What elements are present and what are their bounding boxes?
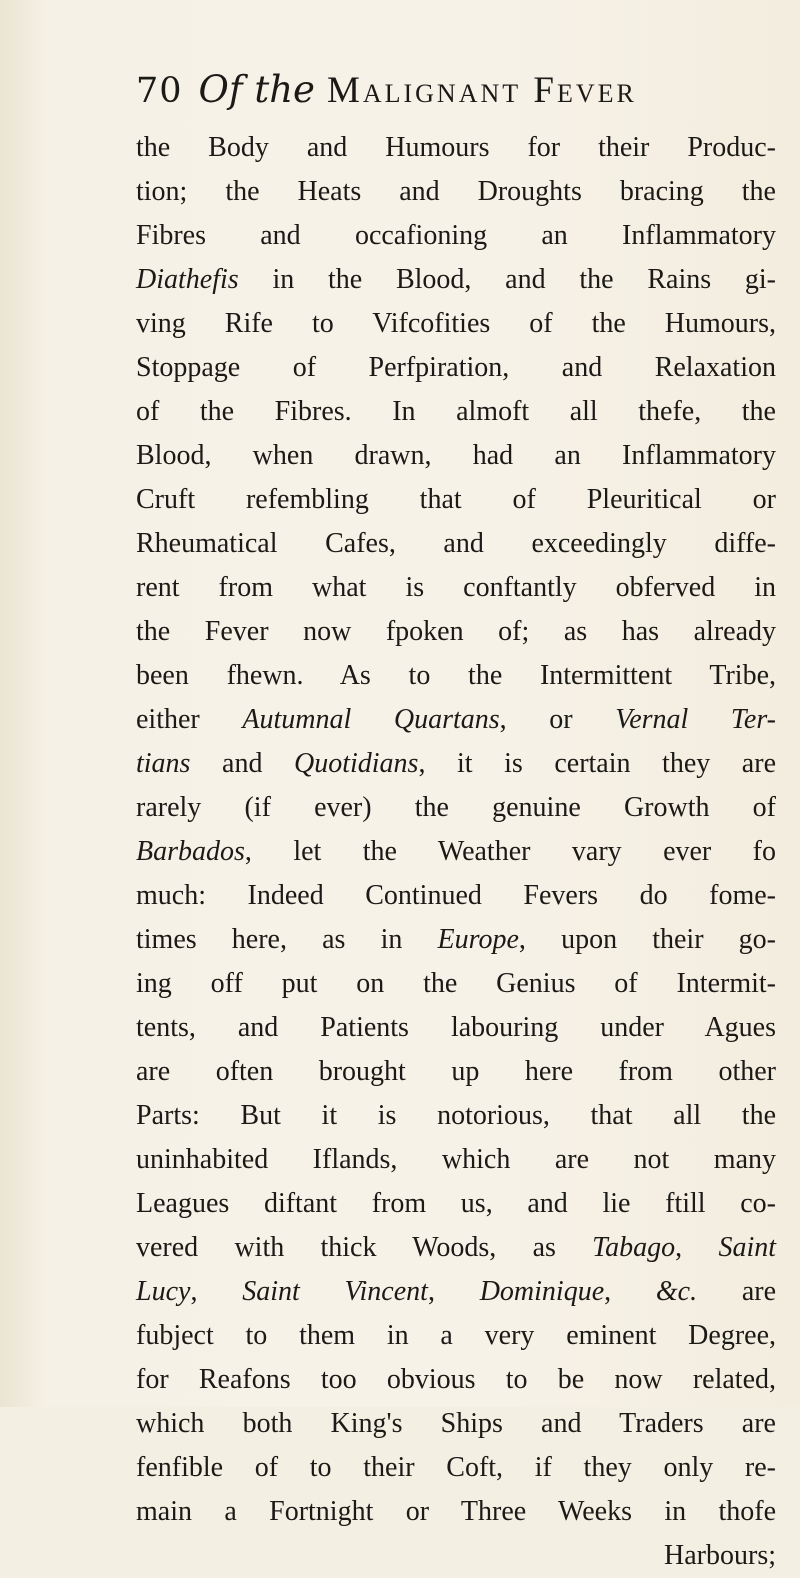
text-line <box>136 654 776 698</box>
text-segment: tion; the Heats and Droughts bracing the <box>136 176 776 207</box>
text-segment: are often brought up here from other <box>136 1056 776 1087</box>
italic-text: tians <box>136 748 191 779</box>
text-line <box>136 214 776 258</box>
text-segment: Leagues diftant from us, and lie ftill co- <box>136 1188 776 1219</box>
text-segment: , <box>604 1276 656 1307</box>
text-line <box>136 1138 776 1182</box>
text-segment: either <box>136 704 243 735</box>
text-line <box>136 170 776 214</box>
text-segment: , or <box>499 704 616 735</box>
text-segment: , upon their go- <box>518 924 776 955</box>
text-segment: times here, as in <box>136 924 438 955</box>
text-segment: ving Rife to Vifcofities of the Humours, <box>136 308 776 339</box>
text-segment: , <box>190 1276 243 1307</box>
text-line <box>136 742 776 786</box>
italic-text: Diathefis <box>136 264 239 295</box>
text-segment: for Reafons too obvious to be now related, <box>136 1364 776 1395</box>
italic-text: &c. <box>655 1276 698 1307</box>
text-line <box>136 522 776 566</box>
text-segment: uninhabited Iflands, which are not many <box>136 1144 776 1175</box>
text-line <box>136 962 776 1006</box>
text-segment: rent from what is conftantly obferved in <box>136 572 776 603</box>
text-line <box>136 610 776 654</box>
italic-text: Tabago <box>592 1232 676 1263</box>
text-line <box>136 1534 776 1578</box>
text-line <box>136 126 776 170</box>
text-segment: Harbours; <box>664 1540 776 1571</box>
text-segment: of the Fibres. In almoft all thefe, the <box>136 396 776 427</box>
text-segment: in the Blood, and the Rains gi- <box>238 264 776 295</box>
text-segment: ing off put on the Genius of Intermit- <box>136 968 776 999</box>
text-line <box>136 874 776 918</box>
text-segment: Rheumatical Cafes, and exceedingly diffe- <box>136 528 776 559</box>
text-segment: , it is certain they are <box>418 748 776 779</box>
text-line <box>136 1094 776 1138</box>
italic-text: Vernal Ter- <box>615 704 777 735</box>
text-segment: are <box>697 1276 777 1307</box>
italic-text: Europe <box>437 924 519 955</box>
text-segment: fubject to them in a very eminent Degree, <box>136 1320 776 1351</box>
text-segment: , <box>427 1276 480 1307</box>
text-segment: much: Indeed Continued Fevers do fome- <box>136 880 776 911</box>
text-line <box>136 1006 776 1050</box>
text-segment: Blood, when drawn, had an Inflammatory <box>136 440 776 471</box>
text-segment: Parts: But it is notorious, that all the <box>136 1100 776 1131</box>
text-segment: , let the Weather vary ever fo <box>244 836 776 867</box>
italic-text: Lucy <box>136 1276 191 1307</box>
running-header <box>136 68 776 124</box>
text-line <box>136 698 776 742</box>
text-line <box>136 390 776 434</box>
text-line <box>136 434 776 478</box>
italic-text: Quotidians <box>294 748 419 779</box>
text-segment: tents, and Patients labouring under Agues <box>136 1012 776 1043</box>
text-line <box>136 566 776 610</box>
text-line <box>136 478 776 522</box>
text-line <box>136 346 776 390</box>
text-segment: main a Fortnight or Three Weeks in thofe <box>136 1496 776 1527</box>
text-line <box>136 1270 776 1314</box>
text-segment: , <box>675 1232 719 1263</box>
italic-text: Barbados <box>136 836 245 867</box>
running-title-caps: Malignant Fever <box>326 70 637 111</box>
text-line <box>136 786 776 830</box>
text-segment: and <box>190 748 294 779</box>
body-text <box>136 126 776 1578</box>
text-segment: Cruft refembling that of Pleuritical or <box>136 484 776 515</box>
italic-text: Saint <box>718 1232 776 1263</box>
text-line <box>136 1490 776 1534</box>
italic-text: Saint Vincent <box>242 1276 428 1307</box>
text-segment: Stoppage of Perfpiration, and Relaxation <box>136 352 776 383</box>
italic-text: Dominique <box>479 1276 605 1307</box>
text-line <box>136 1182 776 1226</box>
text-segment: which both King's Ships and Traders are <box>136 1408 776 1439</box>
text-line <box>136 1446 776 1490</box>
text-line <box>136 1402 776 1446</box>
text-line <box>136 258 776 302</box>
text-segment: Fibres and occafioning an Inflammatory <box>136 220 776 251</box>
text-segment: the Body and Humours for their Produc- <box>136 132 776 163</box>
text-line <box>136 302 776 346</box>
running-title-italic: Of the <box>198 68 315 111</box>
italic-text: Autumnal Quartans <box>242 704 500 735</box>
text-line <box>136 1358 776 1402</box>
text-segment: fenfible of to their Coft, if they only re- <box>136 1452 776 1483</box>
text-line <box>136 918 776 962</box>
text-segment: rarely (if ever) the genuine Growth of <box>136 792 776 823</box>
text-line <box>136 830 776 874</box>
text-line <box>136 1050 776 1094</box>
text-segment: the Fever now fpoken of; as has already <box>136 616 776 647</box>
text-segment: vered with thick Woods, as <box>136 1232 593 1263</box>
text-line <box>136 1314 776 1358</box>
text-segment: been fhewn. As to the Intermittent Tribe, <box>136 660 776 691</box>
text-line <box>136 1226 776 1270</box>
page-number: 70 <box>136 71 183 111</box>
